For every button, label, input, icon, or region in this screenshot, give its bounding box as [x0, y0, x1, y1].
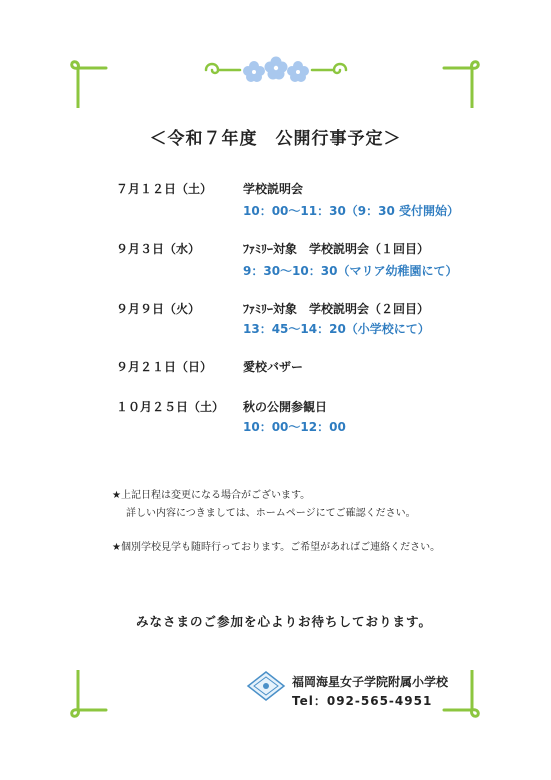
corner-frame-top-left — [68, 56, 108, 108]
event-date: ７月１２日（土） — [116, 182, 213, 196]
event-time: 10：00～11：30（9：30 受付開始） — [243, 204, 460, 218]
event-name: 愛校バザー — [243, 360, 304, 374]
visit-note: ★個別学校見学も随時行っております。ご希望があればご連絡ください。 — [112, 542, 441, 553]
closing-message: みなさまのご参加を心よりお待ちしております。 — [136, 614, 433, 629]
event-name: ﾌｧﾐﾘｰ対象 学校説明会（２回目） — [243, 302, 430, 316]
event-date: １０月２５日（土） — [116, 400, 225, 414]
flower-ornament — [204, 52, 348, 84]
schedule-change-note: ★上記日程は変更になる場合がございます。 — [112, 490, 311, 501]
event-date: ９月２１日（日） — [116, 360, 213, 374]
event-date: ９月９日（火） — [116, 302, 201, 316]
corner-frame-bottom-left — [68, 670, 108, 722]
school-name: 福岡海星女子学院附属小学校 — [292, 675, 449, 689]
event-name: 学校説明会 — [243, 182, 304, 196]
school-emblem-icon — [246, 670, 286, 702]
event-name: ﾌｧﾐﾘｰ対象 学校説明会（１回目） — [243, 242, 430, 256]
event-time: 13：45～14：20（小学校にて） — [243, 322, 430, 336]
corner-frame-top-right — [442, 56, 482, 108]
school-telephone: Tel：092-565-4951 — [292, 694, 433, 708]
event-name: 秋の公開参観日 — [243, 400, 328, 414]
event-date: ９月３日（水） — [116, 242, 201, 256]
page-title: ＜令和７年度 公開行事予定＞ — [149, 129, 402, 149]
homepage-note: 詳しい内容につきましては、ホームページにてご確認ください。 — [126, 508, 416, 519]
event-time: 10：00～12：00 — [243, 420, 346, 434]
event-time: 9：30～10：30（マリア幼稚園にて） — [243, 264, 458, 278]
